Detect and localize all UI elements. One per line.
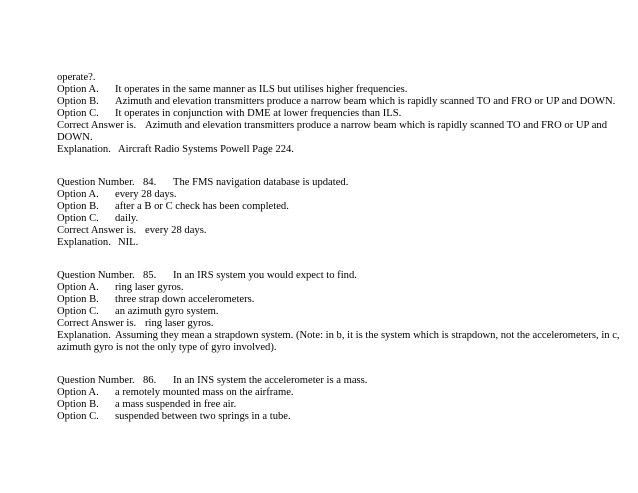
option-b-text: after a B or C check has been completed. (115, 201, 289, 212)
option-c-label: Option C. (57, 213, 99, 224)
option-c-text: daily. (115, 213, 139, 224)
option-a-text: ring laser gyros. (115, 282, 184, 293)
option-a-text: every 28 days. (115, 189, 177, 200)
option-b-label: Option B. (57, 201, 99, 212)
option-a-line (57, 282, 184, 294)
explanation-line (57, 144, 294, 156)
option-a-line (57, 84, 407, 96)
correct-answer-label: Correct Answer is. (57, 318, 137, 329)
question-text-tail: operate?. (57, 72, 96, 83)
explanation-text: Aircraft Radio Systems Powell Page 224. (118, 144, 294, 155)
correct-answer-label: Correct Answer is. (57, 225, 137, 236)
option-b-line (57, 294, 254, 306)
option-b-text: Azimuth and elevation transmitters produce a narrow beam which is rapidly scanned TO and FRO or UP and DOWN. (115, 96, 616, 107)
explanation-label: Explanation. (57, 330, 111, 341)
option-b-line (57, 399, 236, 411)
question-number: 85. (143, 270, 157, 281)
correct-answer-line (57, 120, 607, 132)
correct-answer-line (57, 225, 206, 237)
option-b-text: a mass suspended in free air. (115, 399, 237, 410)
explanation-text-cont: azimuth gyro is not the only type of gyro involved). (57, 342, 277, 353)
option-a-label: Option A. (57, 282, 99, 293)
question-continuation (57, 72, 96, 84)
option-a-text: It operates in the same manner as ILS but utilises higher frequencies. (115, 84, 408, 95)
option-a-label: Option A. (57, 387, 99, 398)
question-85-line (57, 270, 357, 282)
option-c-text: It operates in conjunction with DME at lower frequencies than ILS. (115, 108, 402, 119)
option-a-text: a remotely mounted mass on the airframe. (115, 387, 294, 398)
explanation-label: Explanation. (57, 237, 111, 248)
correct-answer-continuation (57, 132, 93, 144)
option-b-label: Option B. (57, 399, 99, 410)
option-b-line (57, 96, 615, 108)
option-c-line (57, 411, 291, 423)
question-number: 86. (143, 375, 157, 386)
option-c-line (57, 108, 401, 120)
option-b-line (57, 201, 289, 213)
question-text: In an INS system the accelerometer is a mass. (173, 375, 368, 386)
explanation-text: NIL. (118, 237, 139, 248)
question-86-line (57, 375, 367, 387)
correct-answer-text-cont: DOWN. (57, 132, 93, 143)
option-c-label: Option C. (57, 411, 99, 422)
question-84-line (57, 177, 348, 189)
explanation-line (57, 330, 620, 342)
explanation-line (57, 237, 138, 249)
question-number-label: Question Number. (57, 177, 135, 188)
option-c-text: an azimuth gyro system. (115, 306, 219, 317)
option-a-label: Option A. (57, 189, 99, 200)
correct-answer-text: ring laser gyros. (145, 318, 214, 329)
question-text: The FMS navigation database is updated. (173, 177, 349, 188)
option-c-line (57, 213, 138, 225)
option-a-line (57, 189, 176, 201)
option-a-label: Option A. (57, 84, 99, 95)
option-b-text: three strap down accelerometers. (115, 294, 255, 305)
option-c-label: Option C. (57, 306, 99, 317)
correct-answer-line (57, 318, 214, 330)
option-c-line (57, 306, 219, 318)
correct-answer-label: Correct Answer is. (57, 120, 137, 131)
question-number: 84. (143, 177, 157, 188)
correct-answer-text: every 28 days. (145, 225, 207, 236)
option-a-line (57, 387, 294, 399)
option-b-label: Option B. (57, 96, 99, 107)
question-number-label: Question Number. (57, 375, 135, 386)
question-text: In an IRS system you would expect to find. (173, 270, 357, 281)
explanation-text: Assuming they mean a strapdown system. (Note: in b, it is the system which is strapdown, not the accelerometers, in c, (115, 330, 620, 341)
option-c-label: Option C. (57, 108, 99, 119)
question-number-label: Question Number. (57, 270, 135, 281)
option-b-label: Option B. (57, 294, 99, 305)
correct-answer-text: Azimuth and elevation transmitters produce a narrow beam which is rapidly scanned TO and FRO or UP and (145, 120, 607, 131)
explanation-label: Explanation. (57, 144, 111, 155)
option-c-text: suspended between two springs in a tube. (115, 411, 291, 422)
explanation-continuation (57, 342, 277, 354)
